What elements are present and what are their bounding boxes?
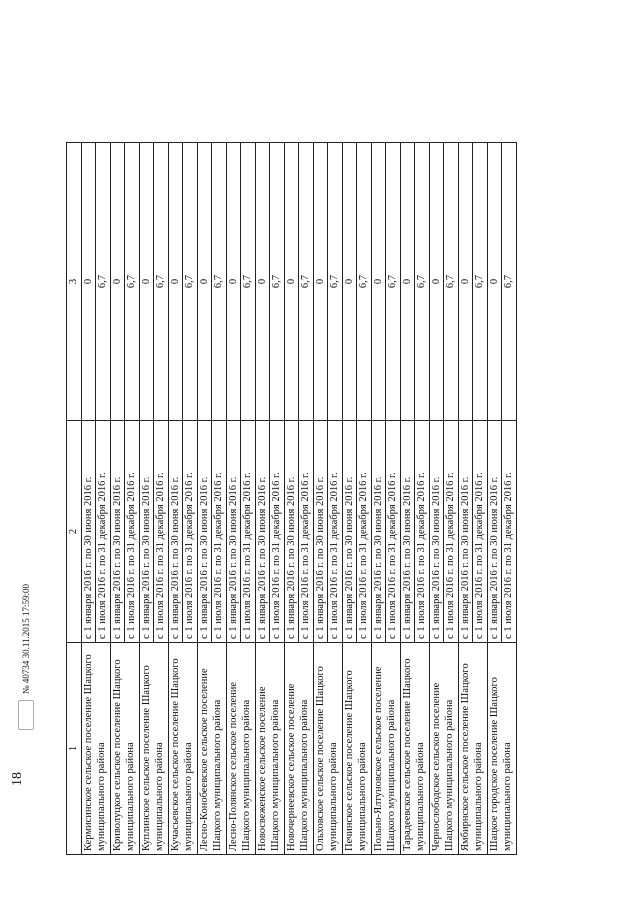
period-cell: с 1 января 2016 г. по 30 июня 2016 г. — [255, 421, 270, 643]
table-row — [168, 143, 183, 855]
period-cell: с 1 января 2016 г. по 30 июня 2016 г. — [139, 421, 154, 643]
table-row — [429, 143, 444, 855]
settlement-name-cell: Шацкое городское поселение Шацкого муниципального района — [487, 643, 516, 855]
period-cell: с 1 января 2016 г. по 30 июня 2016 г. — [487, 421, 502, 643]
period-cell: с 1 января 2016 г. по 30 июня 2016 г. — [429, 421, 444, 643]
settlement-name-cell: Кучасьевское сельское поселение Шацкого муниципального района — [168, 643, 197, 855]
settlement-name-cell: Лесно-Конобеевское сельское поселение Шацкого муниципального района — [197, 643, 226, 855]
growth-value-cell: 0 — [342, 143, 357, 421]
column-header-3: 3 — [67, 143, 82, 421]
settlement-name-cell: Тарадеевское сельское поселение Шацкого муниципального района — [400, 643, 429, 855]
growth-value-cell: 6,7 — [96, 143, 111, 421]
period-cell: с 1 января 2016 г. по 30 июня 2016 г. — [342, 421, 357, 643]
table-row — [255, 143, 270, 855]
settlement-name-cell: Печинское сельское поселение Шацкого муниципального района — [342, 643, 371, 855]
period-cell: с 1 июля 2016 г. по 31 декабря 2016 г. — [241, 421, 256, 643]
page-number: 18 — [10, 772, 25, 786]
document-stamp-text: № 40734 30.11.2015 17:59:00 — [21, 583, 31, 694]
growth-value-cell: 6,7 — [183, 143, 198, 421]
period-cell: с 1 июля 2016 г. по 31 декабря 2016 г. — [386, 421, 401, 643]
settlement-name-cell: Криволуцкое сельское поселение Шацкого муниципального района — [110, 643, 139, 855]
growth-value-cell: 0 — [139, 143, 154, 421]
period-cell: с 1 июля 2016 г. по 31 декабря 2016 г. — [212, 421, 227, 643]
growth-value-cell: 6,7 — [154, 143, 169, 421]
table-row — [284, 143, 299, 855]
period-cell: с 1 января 2016 г. по 30 июня 2016 г. — [313, 421, 328, 643]
tariff-table — [66, 142, 517, 855]
table-row — [313, 143, 328, 855]
table-row — [458, 143, 473, 855]
table-row — [197, 143, 212, 855]
period-cell: с 1 января 2016 г. по 30 июня 2016 г. — [110, 421, 125, 643]
growth-value-cell: 0 — [487, 143, 502, 421]
period-cell: с 1 января 2016 г. по 30 июня 2016 г. — [371, 421, 386, 643]
growth-value-cell: 6,7 — [473, 143, 488, 421]
table-row — [400, 143, 415, 855]
settlement-name-cell: Чернослободское сельское поселение Шацкого муниципального района — [429, 643, 458, 855]
period-cell: с 1 июля 2016 г. по 31 декабря 2016 г. — [183, 421, 198, 643]
settlement-name-cell: Куплинское сельское поселение Шацкого муниципального района — [139, 643, 168, 855]
growth-value-cell: 0 — [313, 143, 328, 421]
period-cell: с 1 июля 2016 г. по 31 декабря 2016 г. — [125, 421, 140, 643]
settlement-name-cell: Ямбирнское сельское поселение Шацкого муниципального района — [458, 643, 487, 855]
growth-value-cell: 0 — [284, 143, 299, 421]
settlement-name-cell: Новочернеевское сельское поселение Шацкого муниципального района — [284, 643, 313, 855]
registration-stamp-icon — [18, 700, 34, 730]
period-cell: с 1 июля 2016 г. по 31 декабря 2016 г. — [299, 421, 314, 643]
period-cell: с 1 января 2016 г. по 30 июня 2016 г. — [168, 421, 183, 643]
growth-value-cell: 0 — [168, 143, 183, 421]
growth-value-cell: 6,7 — [270, 143, 285, 421]
growth-value-cell: 6,7 — [415, 143, 430, 421]
growth-value-cell: 6,7 — [502, 143, 517, 421]
growth-value-cell: 0 — [197, 143, 212, 421]
period-cell: с 1 января 2016 г. по 30 июня 2016 г. — [226, 421, 241, 643]
period-cell: с 1 июля 2016 г. по 31 декабря 2016 г. — [154, 421, 169, 643]
growth-value-cell: 0 — [400, 143, 415, 421]
growth-value-cell: 6,7 — [328, 143, 343, 421]
table-body — [81, 143, 516, 855]
settlement-name-cell: Кермисинское сельское поселение Шацкого муниципального района — [81, 643, 110, 855]
growth-value-cell: 0 — [110, 143, 125, 421]
table-row — [371, 143, 386, 855]
column-header-2: 2 — [67, 421, 82, 643]
period-cell: с 1 июля 2016 г. по 31 декабря 2016 г. — [415, 421, 430, 643]
period-cell: с 1 января 2016 г. по 30 июня 2016 г. — [81, 421, 96, 643]
growth-value-cell: 0 — [81, 143, 96, 421]
growth-value-cell: 6,7 — [386, 143, 401, 421]
table-row — [226, 143, 241, 855]
settlement-name-cell: Лесно-Полянское сельское поселение Шацкого муниципального района — [226, 643, 255, 855]
period-cell: с 1 января 2016 г. по 30 июня 2016 г. — [197, 421, 212, 643]
table-row — [139, 143, 154, 855]
table-header-row — [67, 143, 82, 855]
growth-value-cell: 6,7 — [299, 143, 314, 421]
document-footer — [18, 584, 34, 730]
growth-value-cell: 0 — [371, 143, 386, 421]
period-cell: с 1 июля 2016 г. по 31 декабря 2016 г. — [502, 421, 517, 643]
table-row — [81, 143, 96, 855]
growth-value-cell: 0 — [458, 143, 473, 421]
tariff-table-container — [66, 143, 548, 855]
growth-value-cell: 6,7 — [241, 143, 256, 421]
table-row — [487, 143, 502, 855]
period-cell: с 1 июля 2016 г. по 31 декабря 2016 г. — [270, 421, 285, 643]
growth-value-cell: 6,7 — [357, 143, 372, 421]
settlement-name-cell: Ольховское сельское поселение Шацкого муниципального района — [313, 643, 342, 855]
period-cell: с 1 июля 2016 г. по 31 декабря 2016 г. — [444, 421, 459, 643]
period-cell: с 1 июля 2016 г. по 31 декабря 2016 г. — [328, 421, 343, 643]
period-cell: с 1 января 2016 г. по 30 июня 2016 г. — [400, 421, 415, 643]
growth-value-cell: 0 — [255, 143, 270, 421]
settlement-name-cell: Новосвеженское сельское поселение Шацкого муниципального района — [255, 643, 284, 855]
growth-value-cell: 6,7 — [212, 143, 227, 421]
period-cell: с 1 января 2016 г. по 30 июня 2016 г. — [458, 421, 473, 643]
growth-value-cell: 6,7 — [125, 143, 140, 421]
period-cell: с 1 июля 2016 г. по 31 декабря 2016 г. — [473, 421, 488, 643]
growth-value-cell: 0 — [226, 143, 241, 421]
settlement-name-cell: Польно-Ялтуновское сельское поселение Шацкого муниципального района — [371, 643, 400, 855]
table-row — [110, 143, 125, 855]
column-header-1: 1 — [67, 643, 82, 855]
growth-value-cell: 6,7 — [444, 143, 459, 421]
period-cell: с 1 января 2016 г. по 30 июня 2016 г. — [284, 421, 299, 643]
period-cell: с 1 июля 2016 г. по 31 декабря 2016 г. — [357, 421, 372, 643]
table-row — [342, 143, 357, 855]
period-cell: с 1 июля 2016 г. по 31 декабря 2016 г. — [96, 421, 111, 643]
growth-value-cell: 0 — [429, 143, 444, 421]
